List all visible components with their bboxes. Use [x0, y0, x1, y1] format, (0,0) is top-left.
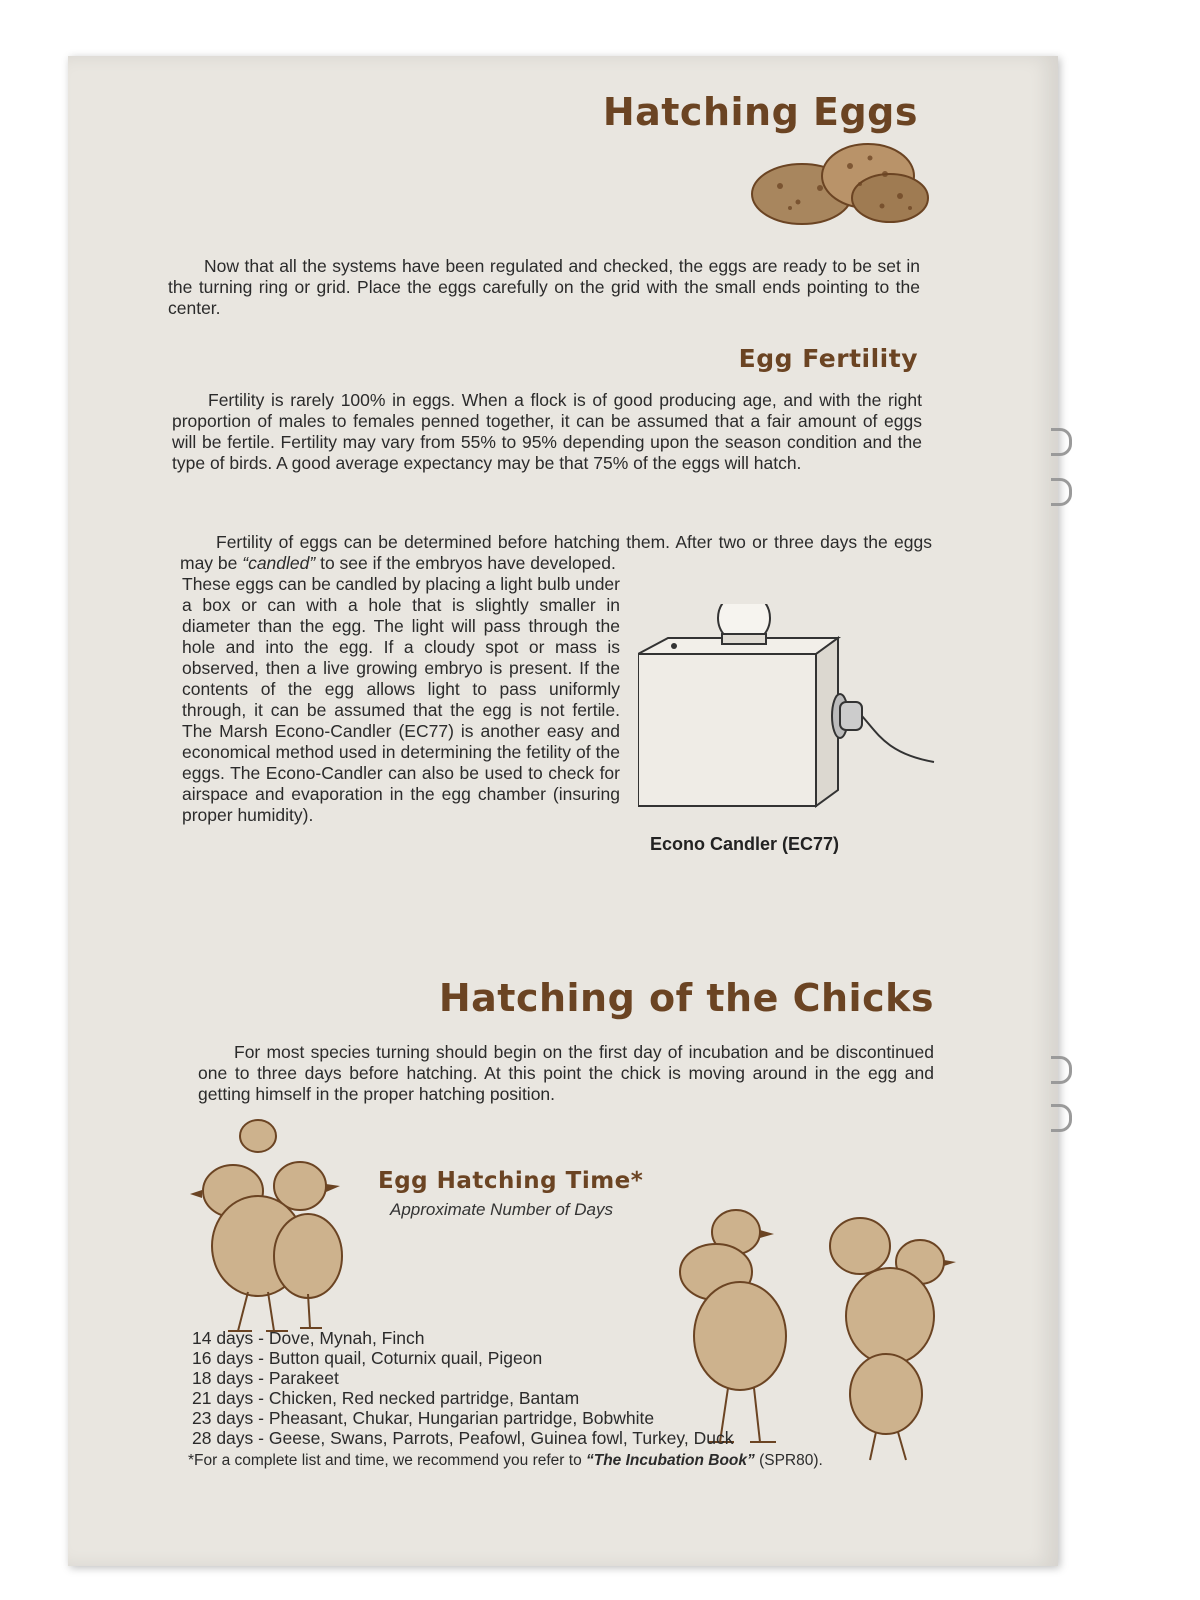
candling-intro-paragraph [180, 532, 932, 574]
list-item: 18 days - Parakeet [192, 1368, 339, 1388]
candling-intro-end: to see if the embryos have developed. [315, 553, 616, 573]
binding-ring [1051, 428, 1072, 456]
list-item: 28 days - Geese, Swans, Parrots, Peafowl, Guinea fowl, Turkey, Duck [192, 1428, 734, 1448]
title-hatching-of-the-chicks: Hatching of the Chicks [438, 976, 934, 1020]
footnote [188, 1452, 823, 1470]
title-hatching-eggs: Hatching Eggs [602, 90, 918, 134]
candling-paragraph: These eggs can be candled by placing a light bulb under a box or can with a hole that is slightly smaller in diameter than the egg. The light will pass through the hole and into the egg. If a cloudy spot or mass is observed, then a live growing embryo is present. If the contents of the egg allows light to pass uniformly through, it can be assumed that the egg is not fertile. The Marsh Econo-Candler (EC77) is another easy and economical method used in determining the fetility of the eggs. The Econo-Candler can also be used to check for airspace and evaporation in the egg chamber (insuring proper humidity). [182, 574, 620, 825]
list-item: 21 days - Chicken, Red necked partridge, Bantam [192, 1388, 580, 1408]
title-egg-fertility: Egg Fertility [738, 344, 918, 373]
hatching-time-subtitle: Approximate Number of Days [390, 1200, 613, 1219]
footnote-code: (SPR80). [754, 1452, 823, 1469]
candling-intro-text: Fertility of eggs can be determined before hatching them. After two or three days the eggs may be [180, 532, 932, 573]
list-item: 23 days - Pheasant, Chukar, Hungarian partridge, Bobwhite [192, 1408, 655, 1428]
binding-ring [1051, 1104, 1072, 1132]
candled-term: “candled” [242, 553, 316, 573]
title-egg-hatching-time: Egg Hatching Time* [378, 1168, 644, 1194]
binding-ring [1051, 1056, 1072, 1084]
chicks-left-icon [188, 1116, 358, 1336]
binding-ring [1051, 478, 1072, 506]
candler-icon [638, 604, 938, 814]
fertility-paragraph: Fertility is rarely 100% in eggs. When a flock is of good producing age, and with the right proportion of males to females penned together, it can be assumed that a fair amount of eggs will be fertile. Fertility may vary from 55% to 95% depending upon the season condition and the type of birds. A good average expectancy may be that 75% of the eggs will hatch. [172, 390, 922, 473]
list-item: 14 days - Dove, Mynah, Finch [192, 1328, 425, 1348]
eggs-icon [750, 136, 930, 226]
chicks-paragraph: For most species turning should begin on the first day of incubation and be discontinued one to three days before hatching. At this point the chick is moving around in the egg and getting himself in the proper hatching position. [198, 1042, 934, 1104]
intro-paragraph: Now that all the systems have been regulated and checked, the eggs are ready to be set in the turning ring or grid. Place the eggs carefully on the grid with the small ends pointing to the center. [168, 256, 920, 318]
footnote-text: *For a complete list and time, we recommend you refer to [188, 1452, 586, 1469]
booklet-page [68, 56, 1058, 1566]
candler-caption: Econo Candler (EC77) [650, 834, 840, 854]
hatching-time-list [192, 1328, 733, 1448]
list-item: 16 days - Button quail, Coturnix quail, Pigeon [192, 1348, 543, 1368]
footnote-book-title: “The Incubation Book” [586, 1452, 755, 1469]
